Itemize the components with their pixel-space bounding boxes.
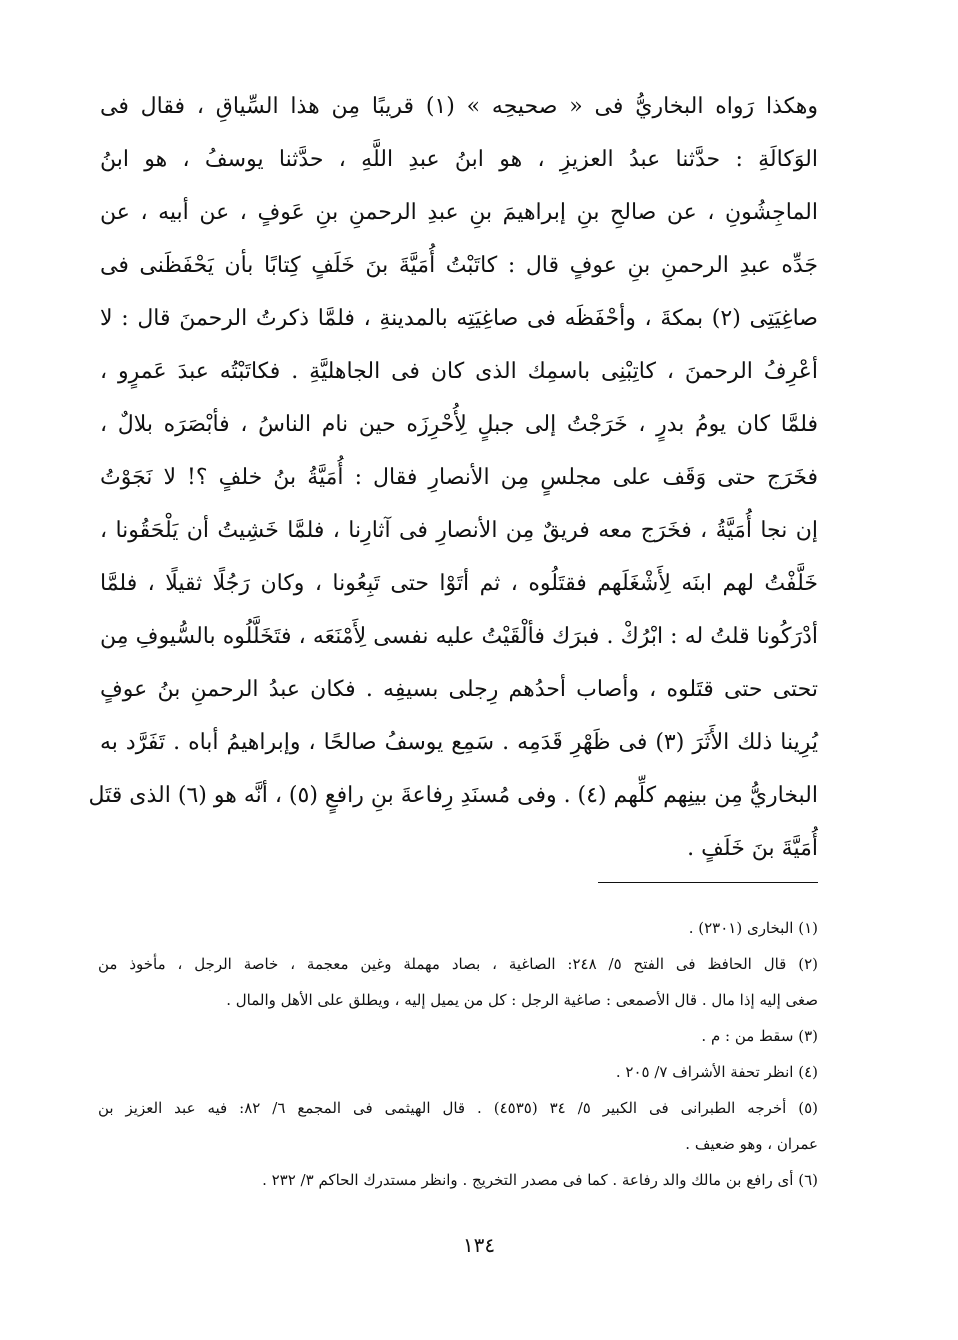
text-line: يُرِينا ذلك الأَثَرَ (٣) فى ظَهْرِ قَدَمِه . سَمِع يوسفُ صالحًا ، وإبراهيمُ أباه . تَفَرَّد به (100, 730, 818, 755)
footnote-line: عمران ، وهو ضعيف . (685, 1135, 818, 1153)
text-line: البخاريُّ مِن بينِهم كلِّهم (٤) . وفى مُسنَدِ رِفاعةَ بنِ رافعٍ (٥) ، أنَّه هو (٦) الذى قتَل (88, 783, 818, 808)
footnote-line: (٢) قال الحافظ فى الفتح ٥/ ٢٤٨: الصاغية ، بصاد مهملة وغين معجمة ، خاصة الرجل ، مأخوذ من (98, 955, 818, 973)
page-number: ١٣٤ (462, 1233, 496, 1257)
text-line: صاغِيَتِى (٢) بمكةَ ، وأحْفَظَه فى صاغِيَتِه بالمدينةِ ، فلمَّا ذكرتُ الرحمنَ قال : لا (100, 306, 818, 331)
footnote-line: (٥) أخرجه الطبرانى فى الكبير ٥/ ٣٤ (٤٥٣٥) . قال الهيثمى فى المجمع ٦/ ٨٢: فيه عبد العزيز بن (98, 1099, 819, 1117)
main-text (88, 80, 818, 875)
footnote-line: صغى إليه إذا مال . قال الأصمعى : صاغية الرجل : كل من يميل إليه ، ويطلق على الأهل والمال . (226, 991, 818, 1009)
text-line: أُمَيَّةَ بنَ خَلَفٍ . (687, 836, 818, 861)
footnotes (98, 910, 818, 1198)
text-line: فخَرَج حتى وَقَف على مجلسٍ مِن الأنصارِ فقال : أُمَيَّةُ بنُ خلفٍ ؟! لا نَجَوْتُ (100, 465, 818, 490)
footnote-line: (٦) أى رافع بن مالك والد رفاعة . كما فى مصدر التخريج . وانظر مستدرك الحاكم ٣/ ٢٣٢ . (262, 1171, 818, 1189)
text-line: خَلَّفْتُ لهم ابنَه لِأَشْغَلَهم فقتَلُوه ، ثم أتَوْا حتى تَبِعُونا ، وكان رَجُلًا ثقيلًا ، فلمَّا (100, 571, 818, 596)
footnote-line: (٣) سقط من : م . (701, 1027, 818, 1045)
text-line: وهكذا رَواه البخاريُّ فى « صحيحِه » (١) قريبًا مِن هذا السِّياقِ ، فقال فى (100, 94, 818, 119)
text-line: إن نجا أُمَيَّةُ ، فخَرَج معه فريقٌ مِن الأنصارِ فى آثارِنا ، فلمَّا خَشِيتُ أن يَلْحَقُونا ، (100, 518, 818, 543)
text-line: الوَكالَةِ : حدَّثنا عبدُ العزيزِ ، هو ابنُ عبدِ اللَّهِ ، حدَّثنا يوسفُ ، هو ابنُ (100, 147, 818, 172)
text-line: جَدِّه عبدِ الرحمنِ بنِ عوفٍ قال : كاتَبْتُ أُمَيَّةَ بنَ خَلَفٍ كِتابًا بأن يَحْفَظَنى فى (100, 253, 818, 278)
text-line: أدْرَكُونا قلتُ له : ابْرُكْ . فبرَك فألْقَيْتُ عليه نفسى لِأَمْنَعَه ، فتَخَلَّلُوه بالسُّيوفِ مِن (100, 624, 818, 649)
text-line: الماجِشُونِ ، عن صالحِ بنِ إبراهيمَ بنِ عبدِ الرحمنِ بنِ عَوفٍ ، عن أبيه ، عن (100, 200, 818, 225)
text-line: أعْرِفُ الرحمنَ ، كاتِبْنِى باسمِك الذى كان فى الجاهليَّةِ . فكاتَبْتُه عبدَ عَمرٍو ، (100, 359, 818, 384)
text-line: فلمَّا كان يومُ بدرٍ ، خَرَجْتُ إلى جبلٍ لِأُحْرِزَه حين نام الناسُ ، فأبْصَرَه بلالٌ ، (100, 412, 818, 437)
footnote-divider (598, 882, 818, 883)
footnote-line: (٤) انظر تحفة الأشراف ٧/ ٢٠٥ . (615, 1063, 818, 1081)
footnote-line: (١) البخارى (٢٣٠١) . (688, 919, 818, 937)
text-line: تحتى حتى قتَلوه ، وأصاب أحدُهم رِجلى بسيفِه . فكان عبدُ الرحمنِ بنُ عوفٍ (100, 677, 818, 702)
